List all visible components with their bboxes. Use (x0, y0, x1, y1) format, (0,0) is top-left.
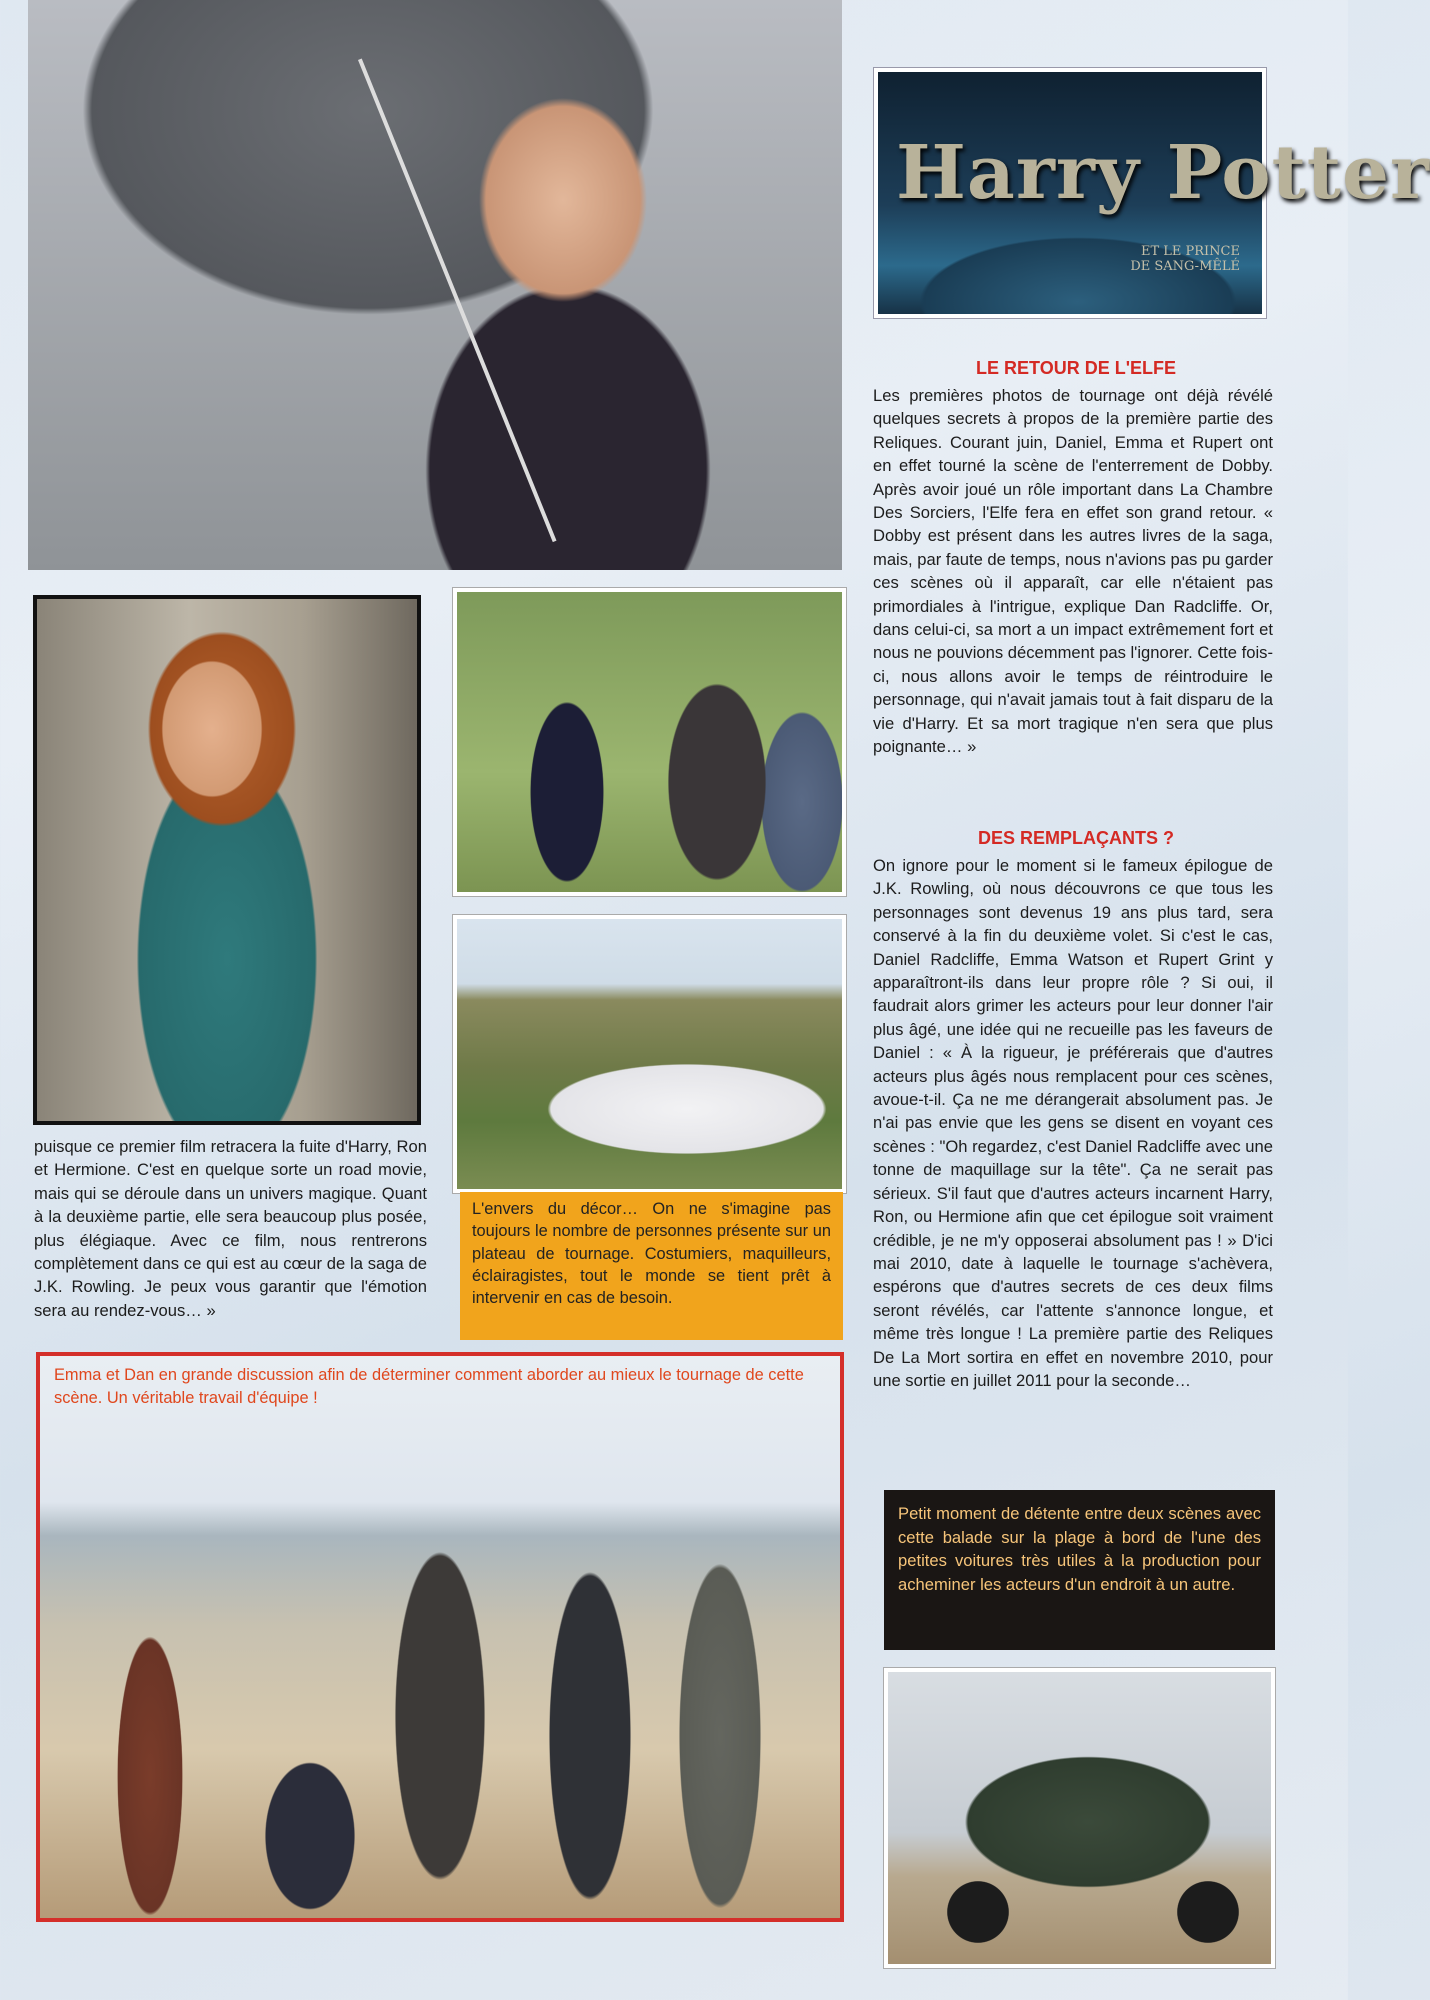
photo-actors-field (453, 588, 846, 896)
banner-subtitle-line: DE SANG-MÊLÉ (1130, 259, 1240, 274)
heading-retour-elfe: LE RETOUR DE L'ELFE (976, 358, 1176, 378)
umbrella-handle (358, 59, 557, 543)
photo-daniel-umbrella (28, 0, 842, 570)
photo-film-set (453, 915, 846, 1193)
photo-hermione (33, 595, 421, 1125)
caption-set: L'envers du décor… On ne s'imagine pas toujours le nombre de personnes présente sur un plateau de tournage. Costumiers, maquilleurs, éclairagistes, tout le monde se tient prêt à intervenir en cas de besoin. (460, 1192, 843, 1340)
banner-subtitle-line: ET LE PRINCE (1140, 244, 1240, 259)
article-paragraph: Les premières photos de tournage ont déjà révélé quelques secrets à propos de la première partie des Reliques. Courant juin, Daniel, Emma et Rupert ont en effet tourné la scène de l'enterrement de Dobby. Après avoir joué un rôle important dans La Chambre Des Sorciers, l'Elfe fera en effet son grand retour. « Dobby est présent dans les autres livres de la saga, mais, par faute de temps, nous n'avions pas pu garder ces scènes où il apparaît, car elle n'étaient pas primordiales à l'intrigue, explique Dan Radcliffe. Or, dans celui-ci, sa mort a un impact extrêmement fort et nous ne pouvions décemment pas l'ignorer. Cette fois-ci, nous allons avoir le temps de réintroduire le personnage, qui n'avait jamais tout à fait disparu de la vie d'Harry. Et sa mort tragique n'en sera que plus poignante… » (873, 386, 1273, 757)
heading-remplacants: DES REMPLAÇANTS ? (977, 828, 1174, 848)
photo-beach-scene (36, 1352, 844, 1922)
article-paragraph: puisque ce premier film retracera la fuite d'Harry, Ron et Hermione. C'est en quelque sorte un road movie, mais qui se déroule dans un univers magique. Quant à la deuxième partie, elle sera beaucoup plus posée, plus élégiaque. Avec ce film, nous rentrerons complètement dans ce qui est au cœur de la saga de J.K. Rowling. Je peux vous garantir que l'émotion sera au rendez-vous… » (34, 1137, 427, 1320)
banner-subtitle (1130, 244, 1240, 274)
movie-banner (874, 68, 1430, 318)
article-section-remplacants (873, 854, 1273, 1392)
article-section-elfe (873, 384, 1273, 759)
caption-buggy: Petit moment de détente entre deux scènes avec cette balade sur la plage à bord de l'une des petites voitures très utiles à la production pour acheminer les acteurs d'un endroit à un autre. (884, 1490, 1275, 1650)
photo-beach-buggy (884, 1668, 1275, 1968)
article-paragraph: On ignore pour le moment si le fameux épilogue de J.K. Rowling, où nous découvrons ce que tous les personnages sont devenus 19 ans plus tard, sera conservé à la fin du deuxième volet. Si c'est le cas, Daniel Radcliffe, Emma Watson et Rupert Grint y apparaîtront-ils dans leur propre rôle ? Si oui, il faudrait alors grimer les acteurs pour leur donner l'air plus âgé, une idée qui ne recueille pas les faveurs de Daniel : « À la rigueur, je préférerais que d'autres acteurs plus âgés nous remplacent pour ces scènes, avoue-t-il. Ça ne me dérangerait absolument pas. Je n'ai pas envie que les gens se disent en voyant ces scènes : "Oh regardez, c'est Daniel Radcliffe avec une tonne de maquillage sur la tête". Ça ne serait pas sérieux. S'il faut que d'autres acteurs incarnent Harry, Ron, ou Hermione afin que cet épilogue soit vraiment crédible, je ne m'y opposerai absolument pas ! » D'ici mai 2010, date à laquelle le tournage s'achèvera, espérons que d'autres secrets de ces deux films seront révélés, car l'attente s'annonce longue, et même très longue ! La première partie des Reliques De La Mort sortira en effet en novembre 2010, pour une sortie en juillet 2011 pour la seconde… (873, 856, 1273, 1390)
article-left-column (34, 1135, 427, 1322)
banner-title: Harry Potter (896, 130, 1430, 216)
caption-beach: Emma et Dan en grande discussion afin de déterminer comment aborder au mieux le tournage de cette scène. Un véritable travail d'équipe ! (54, 1366, 804, 1407)
